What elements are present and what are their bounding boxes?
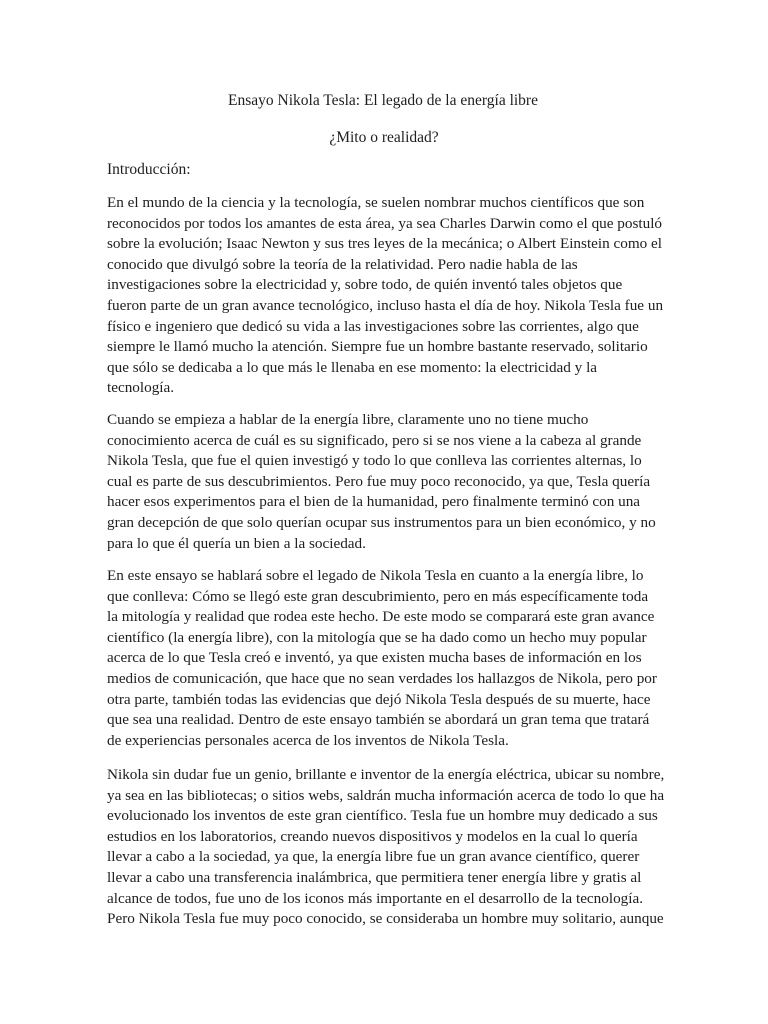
text-line: científico (la energía libre), con la mitología que se ha dado como un hecho muy popular [107, 628, 647, 646]
text-line: Nikola sin dudar fue un genio, brillante e inventor de la energía eléctrica, ubicar su nombre, [107, 766, 665, 783]
text-line: que sea una realidad. Dentro de este ensayo también se abordará un gran tema que tratará [107, 711, 650, 729]
text-line: evolucionado los inventos de este gran científico. Tesla fue un hombre muy dedicado a sus [107, 807, 658, 825]
text-line: Pero Nikola Tesla fue muy poco conocido, se consideraba un hombre muy solitario, aunque [107, 910, 664, 928]
paragraph-2 [107, 410, 667, 554]
paragraph-3 [107, 566, 667, 751]
section-heading: Introducción: [107, 161, 191, 178]
text-line: tecnología. [107, 379, 175, 397]
text-line: conocido que divulgó sobre la teoría de la relatividad. Pero nadie habla de las [107, 255, 578, 273]
text-line: fueron parte de un gran avance tecnológico, incluso hasta el día de hoy. Nikola Tesla fue un [107, 296, 664, 314]
text-line: llevar a cabo una transferencia inalámbrica, que permitiera tener energía libre y gratis al [107, 868, 642, 886]
text-line: siempre le llamó mucho la atención. Siempre fue un hombre bastante reservado, solitario [107, 338, 648, 356]
document-title: Ensayo Nikola Tesla: El legado de la energía libre [228, 92, 538, 109]
text-line: acerca de lo que Tesla creó e inventó, ya que existen mucha bases de información en los [107, 649, 642, 667]
text-line: gran decepción de que solo querían ocupar sus instrumentos para un bien económico, y no [107, 513, 656, 531]
text-line: hacer esos experimentos para el bien de la humanidad, pero finalmente terminó con una [107, 493, 641, 511]
text-line: para lo que él quería un bien a la sociedad. [107, 534, 366, 552]
text-line: reconocidos por todos los amantes de esta área, ya sea Charles Darwin como el que postuló [107, 214, 663, 232]
text-line: físico e ingeniero que dedicó su vida a las investigaciones sobre las corrientes, algo que [107, 317, 639, 335]
paragraph-1 [107, 193, 667, 399]
text-line: investigaciones sobre la electricidad y, sobre todo, de quién inventó tales objetos que [107, 276, 623, 294]
text-line: la mitología y realidad que rodea este hecho. De este modo se comparará este gran avance [107, 608, 655, 626]
text-line: ya sea en las bibliotecas; o sitios webs, saldrán mucha información acerca de todo lo que ha [107, 786, 665, 804]
text-line: llevar a cabo a la sociedad, ya que, la energía libre fue un gran avance científico, querer [107, 848, 640, 866]
text-line: En este ensayo se hablará sobre el legado de Nikola Tesla en cuanto a la energía libre, lo [107, 567, 644, 584]
text-line: sobre la evolución; Isaac Newton y sus tres leyes de la mecánica; o Albert Einstein como el [107, 235, 663, 253]
text-line: cual es parte de sus descubrimientos. Pero fue muy poco reconocido, ya que, Tesla quería [107, 472, 651, 490]
text-line: En el mundo de la ciencia y la tecnología, se suelen nombrar muchos científicos que son [107, 194, 645, 211]
document-subtitle: ¿Mito o realidad? [329, 129, 439, 146]
text-line: otra parte, también todas las evidencias que dejó Nikola Tesla después de su muerte, hace [107, 690, 651, 708]
text-line: de experiencias personales acerca de los inventos de Nikola Tesla. [107, 731, 509, 749]
text-line: que conlleva: Cómo se llegó este gran descubrimiento, pero en más específicamente toda [107, 587, 649, 605]
text-line: que sólo se dedicaba a lo que más le llenaba en ese momento: la electricidad y la [107, 358, 598, 376]
text-line: Nikola Tesla, que fue el quien investigó y todo lo que conlleva las corrientes alternas, lo [107, 452, 642, 470]
paragraph-4 [107, 765, 667, 930]
text-line: alcance de todos, fue uno de los iconos más importante en el desarrollo de la tecnología. [107, 889, 644, 907]
text-line: estudios en los laboratorios, creando nuevos dispositivos y modelos en la cual lo quería [107, 827, 638, 845]
text-line: conocimiento acerca de cuál es su significado, pero si se nos viene a la cabeza al grande [107, 431, 642, 449]
text-line: medios de comunicación, que hace que no sean verdades los hallazgos de Nikola, pero por [107, 669, 657, 687]
text-line: Cuando se empieza a hablar de la energía libre, claramente uno no tiene mucho [107, 411, 589, 428]
